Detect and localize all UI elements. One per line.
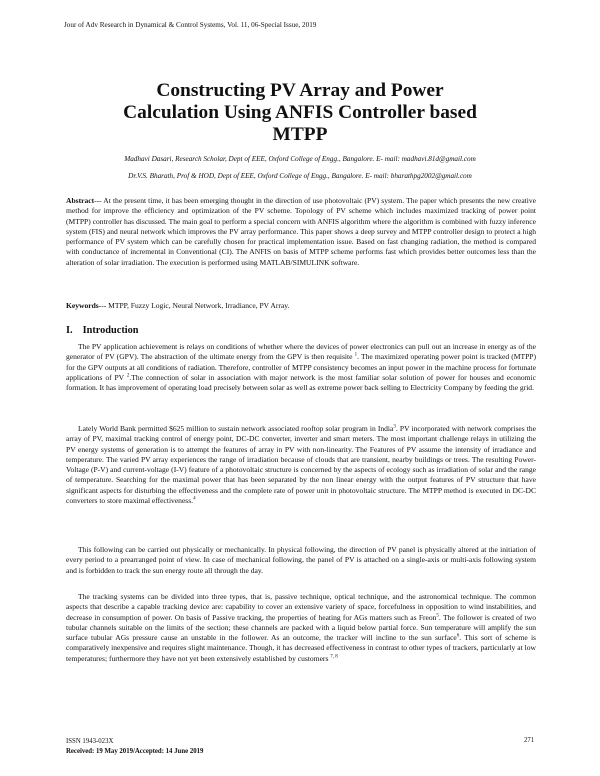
paragraph-4: The tracking systems can be divided into three types, that is, passive technique, optical technique, and the astronomical technique. The common aspects that describe a capable tracking device are: capability to cover an extensive variety of space, forcefulness in opposition to wind instabilities, and decrease in consumption of power. On basis of Passive tracking, the properties of heating for AGs matters such as Freon$^5$. The follower is created of two tubular channels suitable on the limits of the section; these channels are packed with a liquid below partial force. Sun temperature will amplify the sun surface tubular AGs pressure cause an unstable in the follower. As an outcome, the tracker will incline to the sun surface$^6$. This sort of scheme is comparatively inexpensive and requires slight maintenance. Though, it has decreased effectiveness in contrast to other types of trackers, particularly at low temperatures; furthermore they have not yet been extensively established by customers $^{7, 8}$ [66,592,536,663]
citation: 4 [193,496,196,502]
paragraph-2: Lately World Bank permitted $625 million to sustain network associated rooftop solar program in India$^3$. PV incorporated with network comprises the array of PV, maximal tracking control of energy point, DC-DC converter, inverter and smart meters. The most important challenge relays in utilizing the PV energy systems of generation is to attempt the features of array in PV with non-linearity. The Features of PV assume the intensity of irradiance and temperature. The varied PV array experiences the range of irradiation because of clouds that are transient, nearby buildings or trees. The resulting Power-Voltage (P-V) and current-voltage (I-V) feature of a photovoltaic structure is concerned by the aspects of ecology such as irradiation of solar and the range of temperature. Searching for the maximal power that has been separated by the non linear energy with the output features of PV structure that have significant aspects for disturbing the effectiveness and the complete rate of power unit in photovoltaic structure. The MTPP method is executed in DC-DC converters to store maximal effectiveness.$^4$ [66,424,536,505]
section-heading-introduction [66,325,138,336]
citation: 2 [126,373,130,379]
section-title: Introduction [82,325,139,336]
page-number: 271 [524,737,535,744]
abstract [66,196,536,268]
keywords [66,301,536,311]
title-line: Constructing PV Array and Power [156,80,444,101]
author-affiliation-2: Dr.V.S. Bharath, Prof & HOD, Dept of EEE, Oxford College of Engg., Bangalore. E- mail: bharathpg2002@gmail.com [128,172,472,180]
citation: 6 [456,633,460,639]
paragraph-1: The PV application achievement is relays on conditions of whether where the devices of power electronics can pull out an increase in energy as of the generator of PV (GPV). The abstraction of the ultimate energy from the GPV is then requisite $^1$. The maximized operating power point is tracked (MTPP) for the GPV outputs at all conditions of radiation. Therefore, controller of MTPP consistency becomes an input power in the machine process for fortunate applications of PV $^2$.The connection of solar in association with major network is the most familiar solar solution of power for houses and economic formation. It has improvement of operating load precisely between solar as well as extreme power back selling to Electricity Company by feeding the grid. [66,342,536,392]
author-affiliation-1: Madhavi Dasari, Research Scholar, Dept of EEE, Oxford College of Engg., Bangalore. E- mail: madhavi.81d@gmail.com [124,155,476,163]
keywords-label: Keywords [66,301,99,310]
abstract-label: Abstract [66,196,95,205]
citation: 3 [393,424,396,430]
title-line: MTPP [272,124,328,145]
paragraph-3: This following can be carried out physically or mechanically. In physical following, the direction of PV panel is physically altered at the initiation of every period to a prearranged point of view. In case of mechanical following, the panel of PV is attached on a single-axis or multi-axis following system and is forbidden to track the sun energy route all through the day. [66,545,536,575]
paper-title [60,80,540,146]
received-accepted-dates: Received: 19 May 2019/Accepted: 14 June 2019 [66,747,204,755]
abstract-text: --- At the present time, it has been emerging thought in the direction of use photovoltaic (PV) system. The paper which presents the new creative method for improve the efficiency and optimization of the PV scheme. Topology of PV scheme which includes maximized tracking of power point (MTPP) controller has discussed. The main goal to perform a special concern with ANFIS algorithm where the algorithm is combined with fuzzy inference system (FIS) and neural network which improves the PV array performance. This paper shows a deep survey and MTPP controller design to protect a high performance of PV system which can be carefully chosen for practical implementation issue. Based on fast changing radiation, the method is compared with conductance of incremental in Conventional (CI). The ANFIS on basis of MTPP scheme performs fast which provides better outcomes less than the alteration of solar irradiation. The execution is performed using MATLAB/SIMULINK software. [66,196,536,267]
title-line: Calculation Using ANFIS Controller based [123,102,477,123]
citation: 7, 8 [330,653,338,659]
issn: ISSN 1943-023X [66,738,114,745]
footer [66,737,203,756]
citation: 5 [436,612,439,618]
section-number: I. [66,325,73,336]
keywords-text: --- MTPP, Fuzzy Logic, Neural Network, Irradiance, PV Array. [98,301,290,310]
running-head: Jour of Adv Research in Dynamical & Control Systems, Vol. 11, 06-Special Issue, 2019 [64,21,317,29]
citation: 1 [354,352,358,358]
